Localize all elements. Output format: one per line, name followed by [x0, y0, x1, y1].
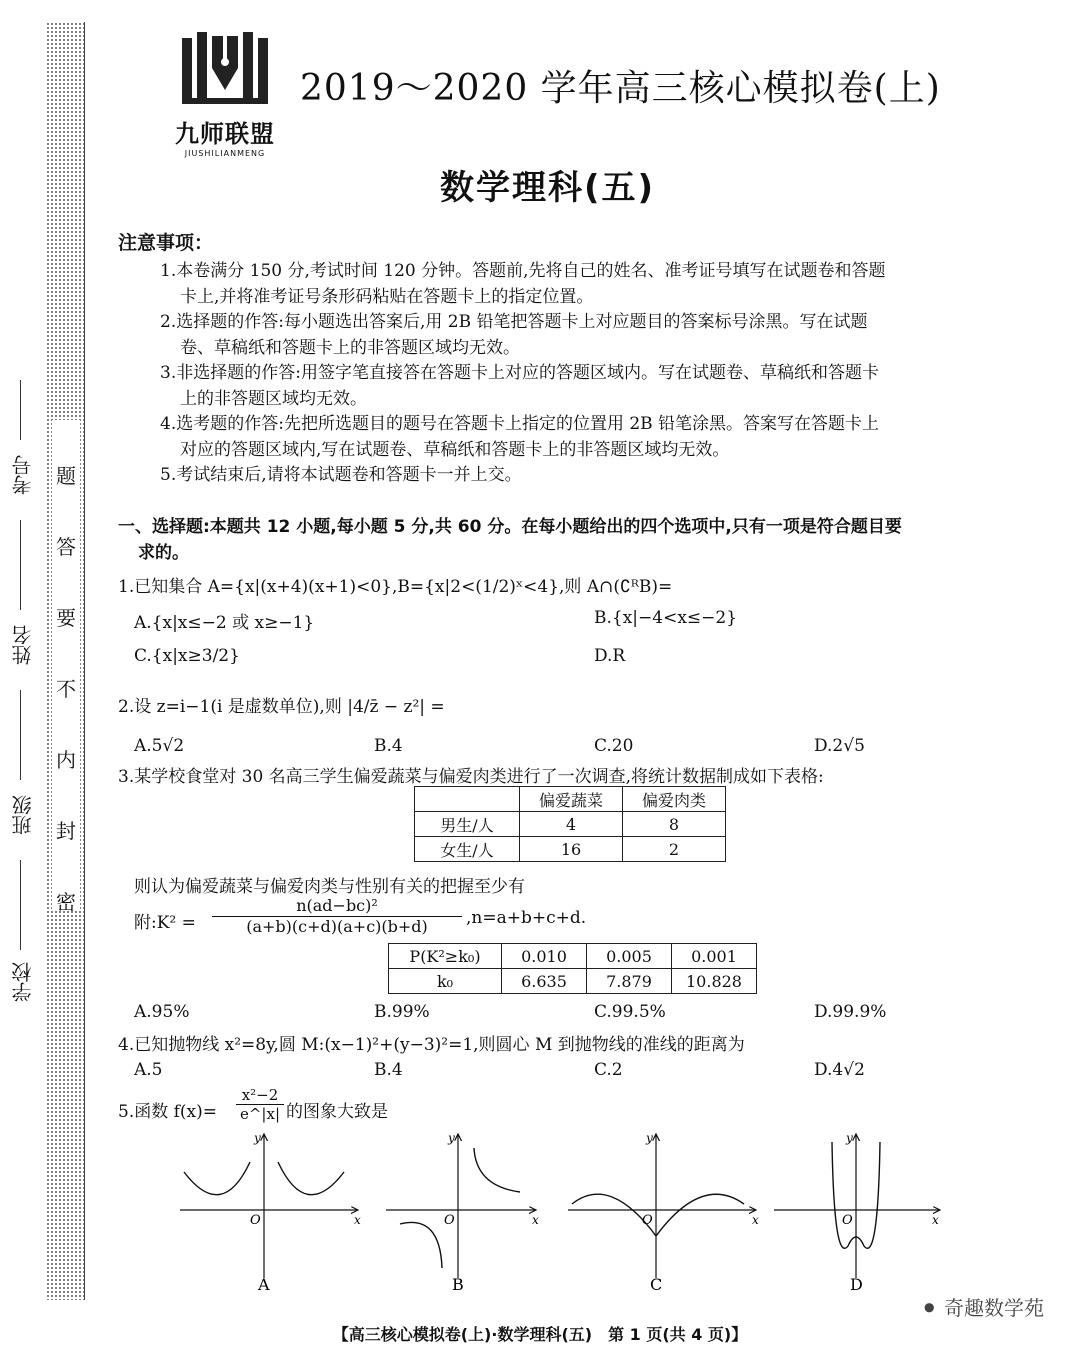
graph-b	[386, 1131, 539, 1294]
q3-survey-table	[414, 786, 726, 862]
curve	[184, 1162, 250, 1195]
curve	[572, 1194, 744, 1236]
notice-heading: 注意事项：	[118, 232, 214, 254]
name-label: 姓名	[11, 625, 35, 665]
table-cell: 0.001	[672, 944, 757, 969]
curve	[474, 1148, 520, 1192]
q1-option-d: D.R	[594, 646, 626, 666]
table-row	[415, 837, 726, 862]
y-label: y	[646, 1131, 653, 1145]
table-cell: 男生/人	[415, 812, 520, 837]
table-row	[415, 787, 726, 812]
logo	[160, 28, 290, 156]
table-cell: k₀	[389, 969, 502, 994]
seal-char: 密	[56, 890, 76, 914]
table-row	[389, 969, 757, 994]
notice-line: 5.考试结束后,请将本试题卷和答题卡一并上交。	[160, 465, 522, 485]
section-heading: 一、选择题:本题共 12 小题,每小题 5 分,共 60 分。在每小题给出的四个选项中,只有一项是符合题目要	[118, 517, 902, 537]
seal-char: 答	[56, 535, 76, 559]
q3-formula-prefix: 附:K² =	[134, 913, 196, 933]
q4-option-d: D.4√2	[814, 1060, 865, 1080]
formula-numerator: n(ad−bc)²	[212, 896, 462, 917]
table-cell: 2	[623, 837, 726, 862]
q1-stem: 1.已知集合 A={x|(x+4)(x+1)<0},B={x|2<(1/2)ˣ<4},则 A∩(∁ᴿB)=	[118, 577, 673, 597]
graph-label: B	[452, 1275, 464, 1294]
notice-line: 上的非答题区域均无效。	[180, 389, 367, 409]
x-label: x	[532, 1213, 539, 1227]
notice-line: 卡上,并将准考证号条形码粘贴在答题卡上的指定位置。	[180, 287, 594, 307]
exam-id-line	[20, 380, 21, 440]
seal-char: 要	[56, 606, 76, 630]
q3-formula-fraction	[212, 896, 462, 936]
name-line	[20, 520, 21, 610]
notice-line: 2.选择题的作答:每小题选出答案后,用 2B 铅笔把答题卡上对应题目的答案标号涂黑。写在试题	[160, 312, 868, 332]
q5-stem-prefix: 5.函数 f(x)=	[118, 1102, 218, 1122]
q3-option-b: B.99%	[374, 1002, 430, 1022]
graph-label: C	[650, 1275, 663, 1294]
origin-label: O	[642, 1213, 653, 1228]
table-cell	[415, 787, 520, 812]
page-footer: 【高三核心模拟卷(上)·数学理科(五) 第 1 页(共 4 页)】	[332, 1325, 748, 1344]
y-label: y	[846, 1131, 853, 1145]
graph-d	[774, 1131, 940, 1294]
class-line	[20, 690, 21, 780]
notice-line: 4.选考题的作答:先把所选题目的题号在答题卡上指定的位置用 2B 铅笔涂黑。答案写在答题卡上	[160, 414, 880, 434]
table-cell: 8	[623, 812, 726, 837]
table-cell: 偏爱肉类	[623, 787, 726, 812]
q3-option-c: C.99.5%	[594, 1002, 666, 1022]
x-label: x	[354, 1213, 361, 1227]
watermark-text: 奇趣数学苑	[944, 1296, 1044, 1320]
table-cell: 10.828	[672, 969, 757, 994]
table-cell: 0.010	[502, 944, 587, 969]
curve	[400, 1222, 442, 1268]
x-label: x	[932, 1213, 939, 1227]
origin-label: O	[250, 1213, 261, 1228]
notice-line: 对应的答题区域内,写在试题卷、草稿纸和答题卡上的非答题区域均无效。	[180, 440, 730, 460]
q3-stem: 3.某学校食堂对 30 名高三学生偏爱蔬菜与偏爱肉类进行了一次调查,将统计数据制成如下表格:	[118, 767, 824, 787]
graph-label: D	[850, 1275, 863, 1294]
q2-stem: 2.设 z=i−1(i 是虚数单位),则 |4/z̄ − z²| =	[118, 697, 445, 717]
origin-label: O	[444, 1213, 455, 1228]
wechat-icon: ⚫	[920, 1296, 938, 1320]
graph-a	[180, 1131, 361, 1294]
logo-icon	[160, 28, 290, 110]
table-row	[415, 812, 726, 837]
table-cell: 4	[520, 812, 623, 837]
exam-title: 2019～2020 学年高三核心模拟卷(上)	[300, 68, 941, 109]
q4-option-b: B.4	[374, 1060, 403, 1080]
q3-option-d: D.99.9%	[814, 1002, 887, 1022]
table-row	[389, 944, 757, 969]
q3-question: 则认为偏爱蔬菜与偏爱肉类与性别有关的把握至少有	[134, 877, 525, 897]
school-line	[20, 860, 21, 950]
graph-c	[568, 1131, 759, 1294]
seal-char: 封	[56, 819, 76, 843]
q1-option-a: A.{x|x≤−2 或 x≥−1}	[134, 613, 315, 633]
table-cell: 7.879	[587, 969, 672, 994]
notice-line: 1.本卷满分 150 分,考试时间 120 分钟。答题前,先将自己的姓名、准考证号填写在试题卷和答题	[160, 261, 886, 281]
table-cell: 0.005	[587, 944, 672, 969]
q4-option-a: A.5	[134, 1060, 163, 1080]
q4-option-c: C.2	[594, 1060, 623, 1080]
q3-formula-suffix: ,n=a+b+c+d.	[466, 908, 587, 928]
q5-fraction	[236, 1086, 284, 1123]
table-cell: 偏爱蔬菜	[520, 787, 623, 812]
seal-char: 题	[56, 464, 76, 488]
watermark	[921, 1292, 1044, 1321]
fraction-numerator: x²−2	[236, 1086, 284, 1105]
notice-line: 3.非选择题的作答:用签字笔直接答在答题卡上对应的答题区域内。写在试题卷、草稿纸和答题卡	[160, 363, 879, 383]
q5-stem-suffix: 的图象大致是	[286, 1102, 388, 1122]
y-label: y	[448, 1131, 455, 1145]
notice-line: 卷、草稿纸和答题卡上的非答题区域均无效。	[180, 338, 520, 358]
q2-option-a: A.5√2	[134, 736, 185, 756]
q1-option-c: C.{x|x≥3/2}	[134, 646, 240, 666]
q3-k-table	[388, 943, 757, 994]
logo-sub: JIUSHILIANMENG	[184, 149, 266, 158]
school-label: 学校	[11, 962, 35, 1002]
table-cell: 6.635	[502, 969, 587, 994]
section-heading-cont: 求的。	[138, 543, 189, 563]
y-label: y	[254, 1131, 261, 1145]
logo-name: 九师联盟	[175, 120, 275, 148]
class-label: 班级	[11, 795, 35, 835]
table-cell: 16	[520, 837, 623, 862]
subject-title: 数学理科(五)	[440, 168, 656, 208]
q2-option-d: D.2√5	[814, 736, 865, 756]
q3-option-a: A.95%	[134, 1002, 190, 1022]
curve	[278, 1162, 344, 1195]
graph-label: A	[258, 1275, 270, 1294]
formula-denominator: (a+b)(c+d)(a+c)(b+d)	[246, 917, 428, 936]
seal-char: 内	[56, 748, 76, 772]
table-cell: 女生/人	[415, 837, 520, 862]
x-label: x	[752, 1213, 759, 1227]
seal-char: 不	[56, 677, 76, 701]
origin-label: O	[842, 1213, 853, 1228]
q4-stem: 4.已知抛物线 x²=8y,圆 M:(x−1)²+(y−3)²=1,则圆心 M 到抛物线的准线的距离为	[118, 1035, 745, 1055]
fraction-denominator: e^|x|	[239, 1105, 280, 1123]
seal-panel	[52, 420, 80, 914]
q5-graphs	[170, 1128, 950, 1298]
q2-option-c: C.20	[594, 736, 634, 756]
q2-option-b: B.4	[374, 736, 403, 756]
table-cell: P(K²≥k₀)	[389, 944, 502, 969]
q1-option-b: B.{x|−4<x≤−2}	[594, 608, 738, 628]
exam-id-label: 考号	[11, 455, 35, 495]
